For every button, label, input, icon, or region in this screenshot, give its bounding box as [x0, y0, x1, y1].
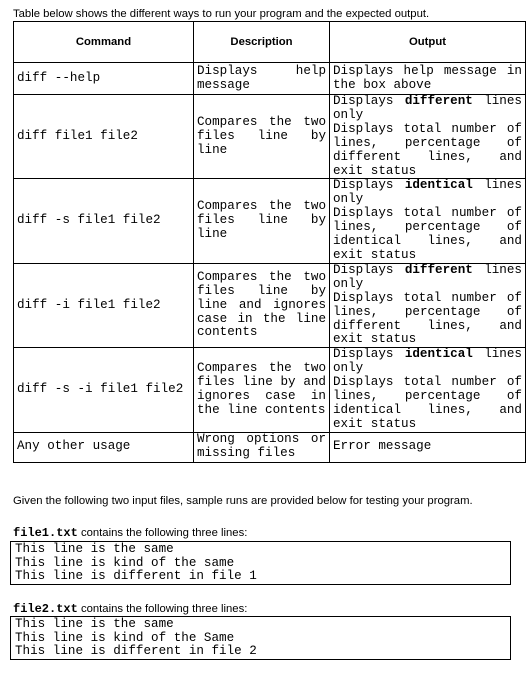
description-line: Displays help — [197, 63, 326, 78]
table-row — [14, 95, 526, 179]
file1-line: This line is kind of the same — [15, 555, 235, 570]
command-cell: diff file1 file2 — [14, 95, 194, 179]
table-row — [14, 348, 526, 432]
output-line: lines, percentage of — [333, 220, 522, 235]
file2-name: file2.txt — [13, 602, 78, 616]
table-row — [14, 432, 526, 462]
output-line: only — [333, 361, 364, 376]
description-line: Wrong options or — [197, 432, 326, 447]
description-line: files line by — [197, 283, 326, 298]
command-cell: diff -i file1 file2 — [14, 263, 194, 347]
output-line: Displays total number of — [333, 206, 522, 221]
description-line: contents — [197, 325, 258, 340]
output-line: exit status — [333, 332, 417, 347]
description-line: Compares the two — [197, 361, 326, 376]
output-line: lines, percentage of — [333, 135, 522, 150]
output-line: only — [333, 107, 364, 122]
output-line: lines, percentage of — [333, 389, 522, 404]
file2-label — [13, 602, 247, 616]
output-line: exit status — [333, 247, 417, 262]
output-line — [333, 179, 522, 193]
file2-line: This line is different in file 2 — [15, 644, 257, 659]
table-row — [14, 63, 526, 95]
output-line — [333, 264, 522, 278]
header-output: Output — [330, 22, 526, 63]
output-line: exit status — [333, 416, 417, 431]
output-line: lines, percentage of — [333, 304, 522, 319]
header-command: Command — [14, 22, 194, 63]
output-line: different lines, and — [333, 318, 522, 333]
output-line: different lines, and — [333, 149, 522, 164]
output-line: Displays total number of — [333, 375, 522, 390]
output-cell — [330, 348, 526, 432]
output-cell — [330, 432, 526, 462]
output-emphasis: identical — [404, 178, 473, 193]
file1-label — [13, 526, 247, 540]
description-line: line — [197, 227, 228, 242]
command-cell: Any other usage — [14, 432, 194, 462]
output-cell — [330, 95, 526, 179]
file1-caption: contains the following three lines: — [77, 527, 248, 539]
output-line: Displays total number of — [333, 121, 522, 136]
file1-content-box — [10, 541, 511, 585]
description-line: Compares the two — [197, 114, 326, 129]
file1-name: file1.txt — [13, 526, 78, 540]
output-line — [333, 95, 522, 109]
description-line: Compares the two — [197, 199, 326, 214]
command-cell: diff -s -i file1 file2 — [14, 348, 194, 432]
description-line: the line contents — [197, 402, 326, 417]
description-line: missing files — [197, 446, 296, 461]
table-header-row — [14, 22, 526, 63]
output-cell — [330, 63, 526, 95]
file2-line: This line is the same — [15, 617, 174, 631]
description-line: message — [197, 77, 250, 92]
output-emphasis: identical — [404, 347, 473, 362]
description-cell — [194, 95, 330, 179]
output-emphasis: different — [404, 262, 473, 277]
file2-content-box — [10, 616, 511, 660]
description-line: line — [197, 142, 228, 157]
command-cell: diff --help — [14, 63, 194, 95]
output-text: Displays — [333, 178, 394, 193]
file2-line: This line is kind of the Same — [15, 630, 235, 645]
output-line: Displays total number of — [333, 290, 522, 305]
output-line: identical lines, and — [333, 234, 522, 249]
output-text: lines — [484, 94, 522, 108]
table-row — [14, 263, 526, 347]
file2-caption: contains the following three lines: — [77, 603, 248, 615]
table-row — [14, 179, 526, 263]
description-cell — [194, 348, 330, 432]
output-text: Displays — [333, 262, 394, 277]
output-line: Displays help message in — [333, 63, 522, 78]
description-line: ignores case in — [197, 389, 326, 404]
output-line — [333, 348, 522, 362]
description-cell — [194, 179, 330, 263]
output-text: lines — [484, 347, 522, 362]
output-line: only — [333, 192, 364, 207]
command-table — [13, 21, 526, 463]
description-cell — [194, 432, 330, 462]
description-line: files line by — [197, 213, 326, 228]
file1-line: This line is different in file 1 — [15, 569, 257, 584]
output-line: the box above — [333, 77, 432, 92]
description-cell — [194, 263, 330, 347]
output-line: exit status — [333, 163, 417, 178]
output-cell — [330, 263, 526, 347]
output-text: Displays — [333, 347, 394, 362]
output-line: identical lines, and — [333, 402, 522, 417]
output-text: Displays — [333, 94, 394, 108]
file1-line: This line is the same — [15, 542, 174, 556]
description-line: Compares the two — [197, 269, 326, 284]
command-cell: diff -s file1 file2 — [14, 179, 194, 263]
output-cell — [330, 179, 526, 263]
output-text: lines — [484, 262, 522, 277]
header-description: Description — [194, 22, 330, 63]
table-intro-text: Table below shows the different ways to run your program and the expected output. — [13, 8, 430, 20]
description-line: files line by and — [197, 375, 326, 390]
description-line: line and ignores — [197, 297, 326, 312]
output-emphasis: different — [404, 94, 473, 108]
description-line: case in the line — [197, 311, 326, 326]
output-text: lines — [484, 178, 522, 193]
description-cell — [194, 63, 330, 95]
description-line: files line by — [197, 128, 326, 143]
files-intro-text: Given the following two input files, sample runs are provided below for testing your program. — [13, 495, 473, 507]
output-line: only — [333, 276, 364, 291]
output-line: Error message — [333, 439, 432, 454]
